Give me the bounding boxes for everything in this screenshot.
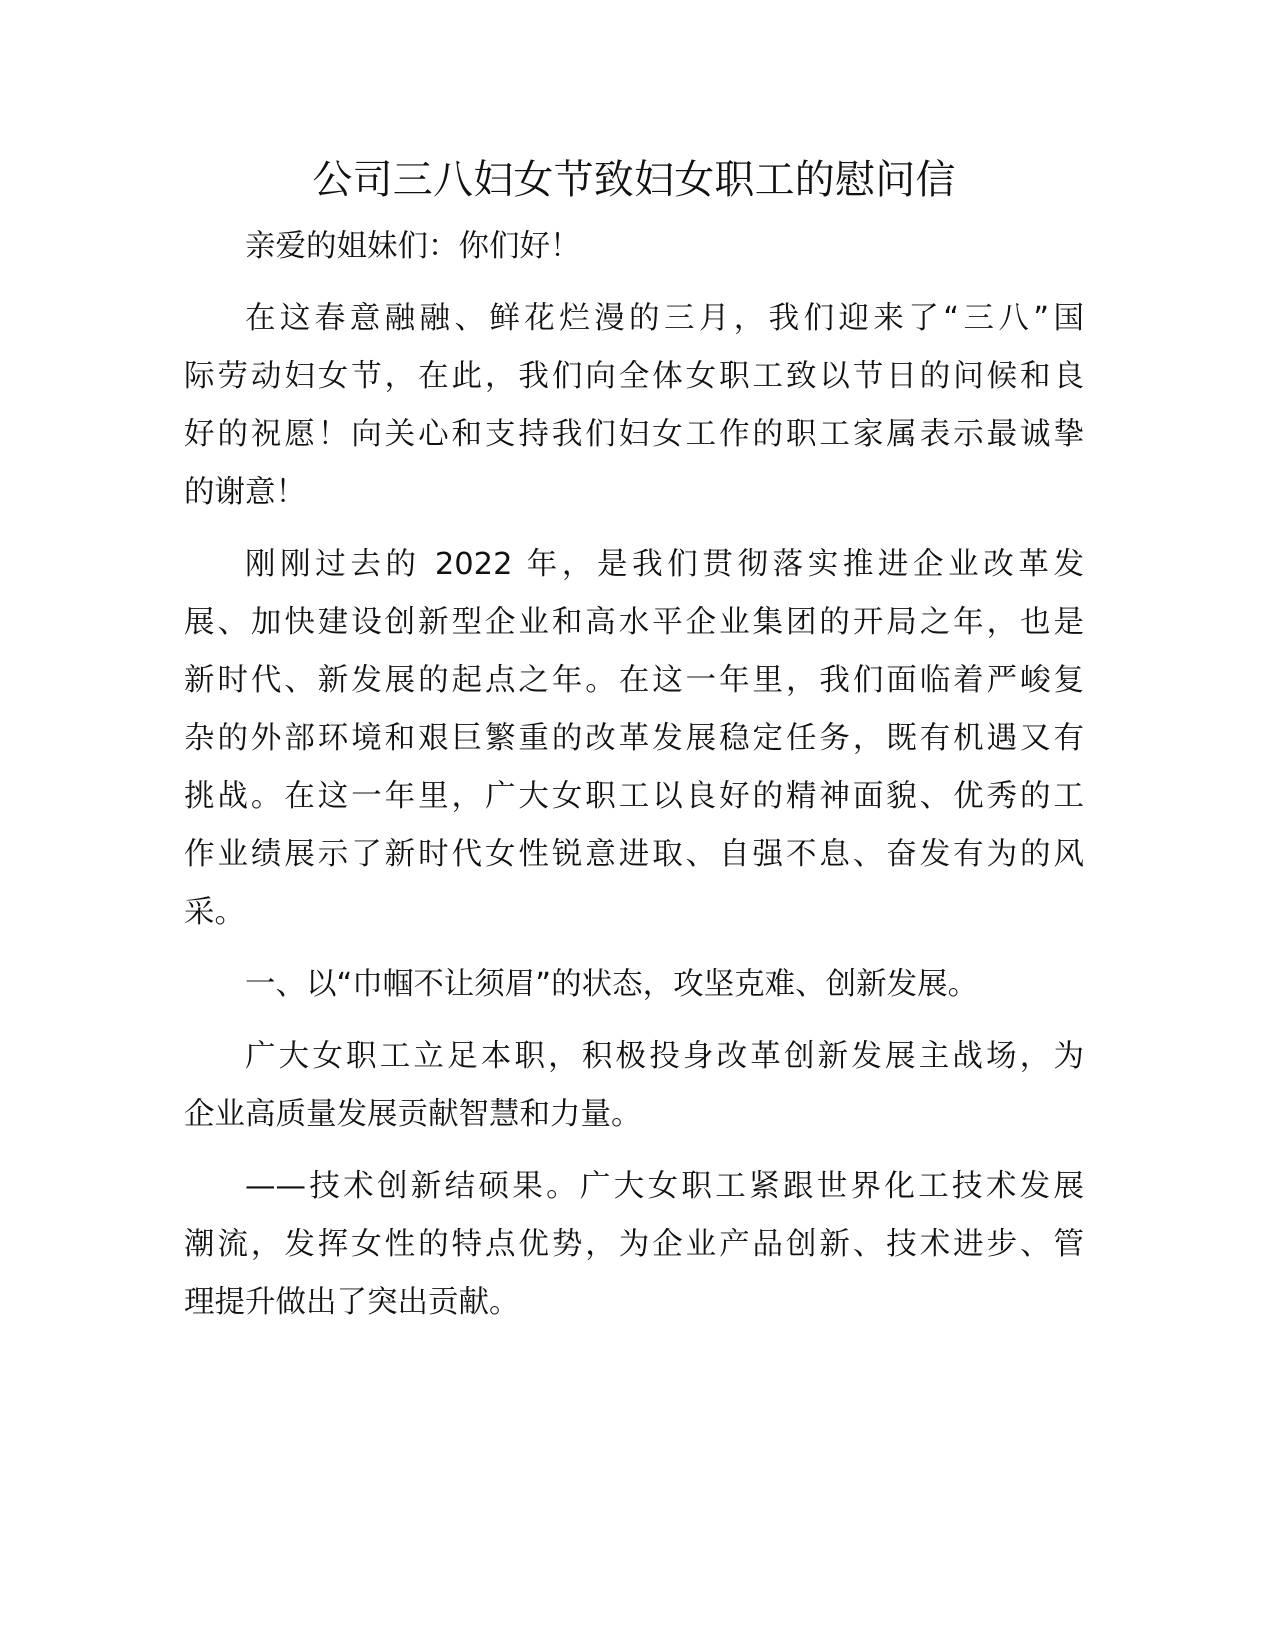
text-line: 刚刚过去的 2022 年，是我们贯彻落实推进企业改革发	[245, 547, 1084, 582]
text-line: 企业高质量发展贡献智慧和力量。	[184, 1097, 642, 1132]
paragraph-year-review	[184, 536, 1084, 942]
text-line: 采。	[184, 895, 245, 930]
text-line: 在这春意融融、鲜花烂漫的三月，我们迎来了“三八”国	[245, 301, 1084, 336]
text-line: 杂的外部环境和艰巨繁重的改革发展稳定任务，既有机遇又有	[184, 721, 1084, 756]
paragraph-holiday-greeting	[184, 290, 1084, 522]
greeting-paragraph: 亲爱的姐妹们：你们好！	[245, 229, 581, 264]
paragraph-section-intro	[184, 1028, 1084, 1144]
text-line: 理提升做出了突出贡献。	[184, 1285, 520, 1320]
text-line: 展、加快建设创新型企业和高水平企业集团的开局之年，也是	[184, 605, 1084, 640]
paragraph-tech-innovation	[184, 1158, 1084, 1332]
text-line: 新时代、新发展的起点之年。在这一年里，我们面临着严峻复	[184, 663, 1084, 698]
text-line: 好的祝愿！向关心和支持我们妇女工作的职工家属表示最诚挚	[184, 417, 1084, 452]
text-line: 挑战。在这一年里，广大女职工以良好的精神面貌、优秀的工	[184, 779, 1084, 814]
text-line: 际劳动妇女节，在此，我们向全体女职工致以节日的问候和良	[184, 359, 1084, 394]
text-line: 的谢意！	[184, 475, 306, 510]
text-line: 作业绩展示了新时代女性锐意进取、自强不息、奋发有为的风	[184, 837, 1084, 872]
text-line: 潮流，发挥女性的特点优势，为企业产品创新、技术进步、管	[184, 1227, 1084, 1262]
text-line: ——技术创新结硕果。广大女职工紧跟世界化工技术发展	[245, 1169, 1084, 1204]
document-title: 公司三八妇女节致妇女职工的慰问信	[312, 157, 956, 203]
text-line: 一、以“巾帼不让须眉”的状态，攻坚克难、创新发展。	[245, 967, 979, 1002]
letter-body	[184, 148, 1084, 1332]
text-line: 广大女职工立足本职，积极投身改革创新发展主战场，为	[245, 1039, 1084, 1074]
section-heading-one	[184, 956, 1084, 1014]
